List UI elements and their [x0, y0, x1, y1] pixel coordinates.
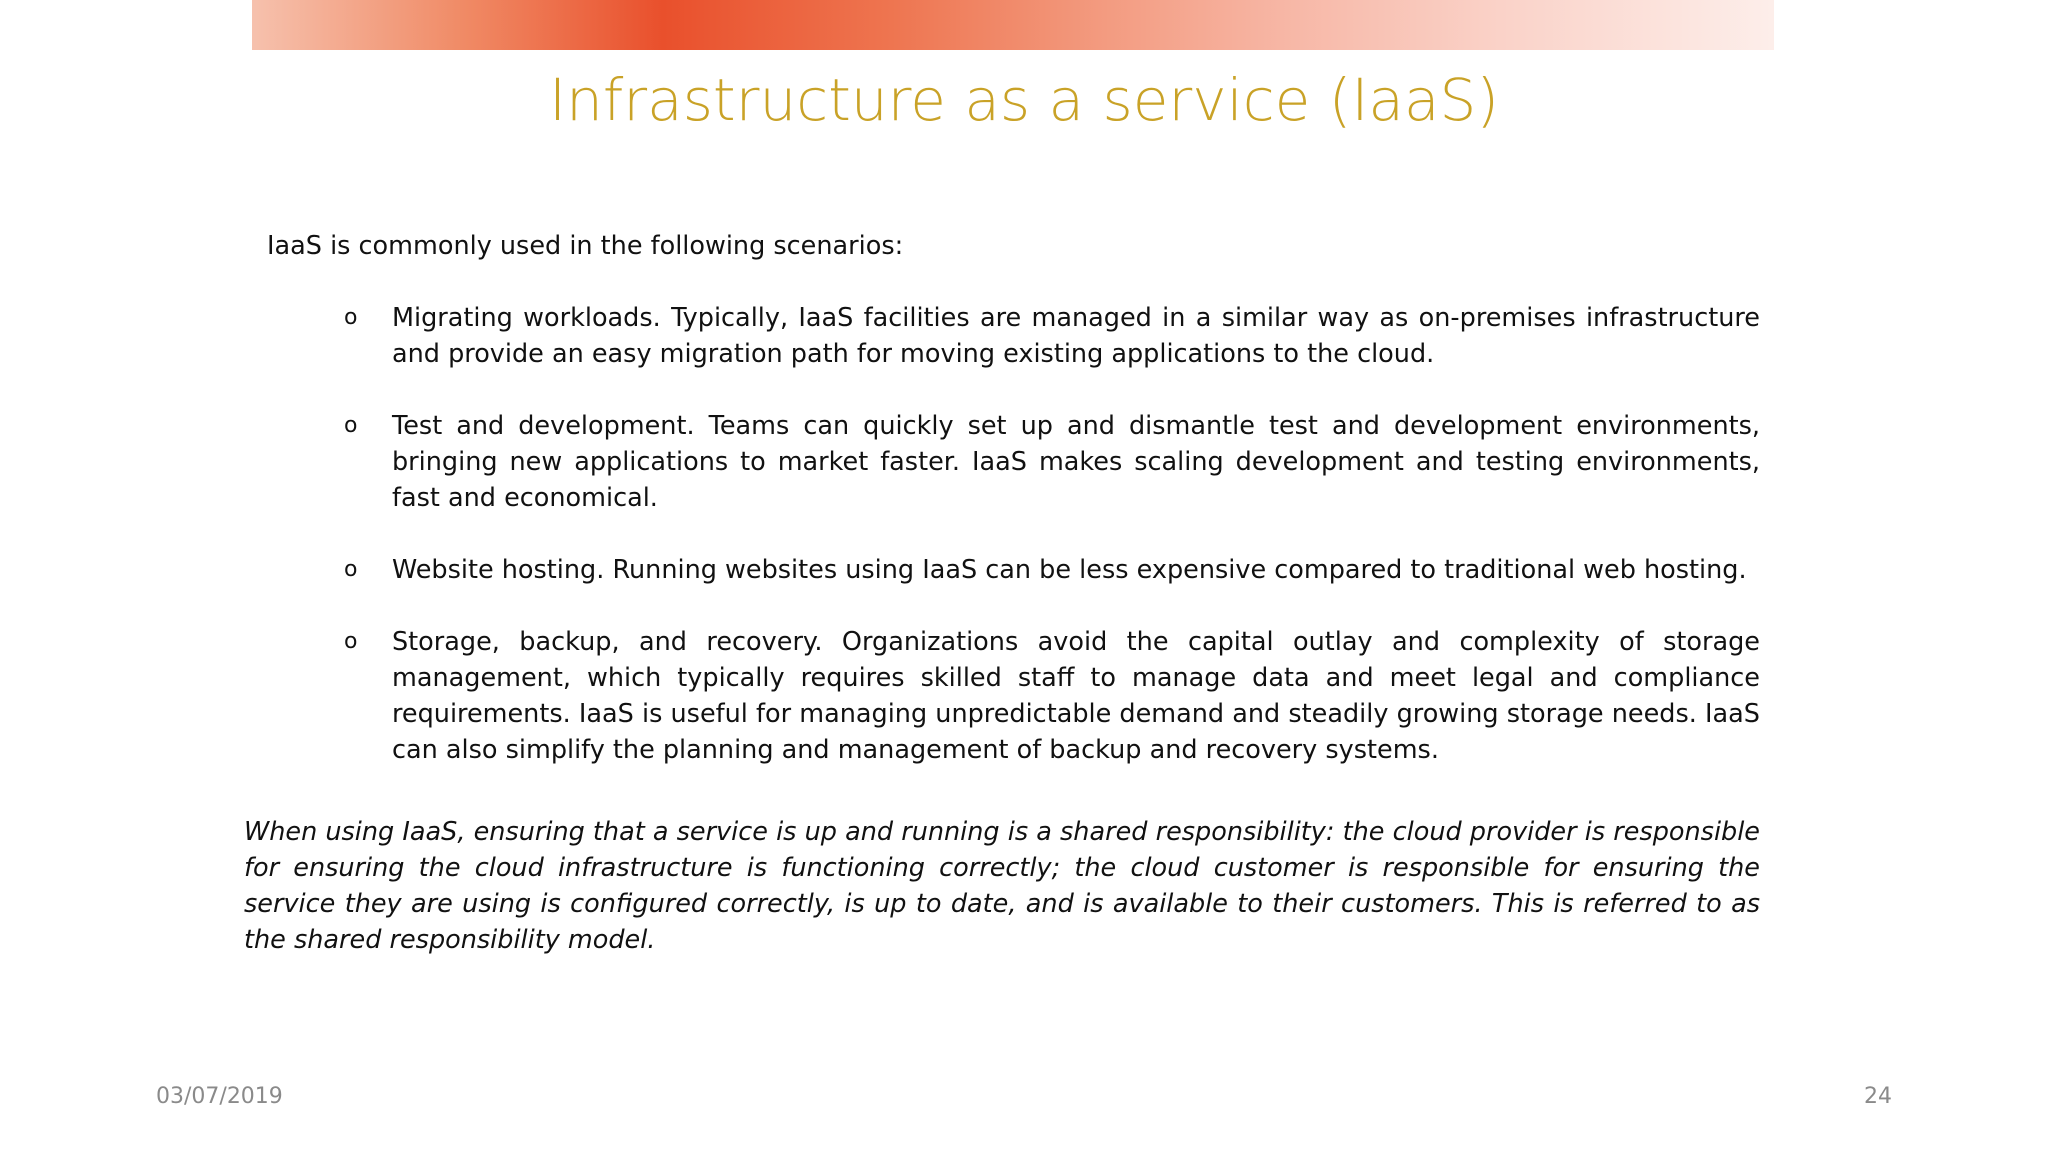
list-item [244, 552, 1760, 588]
bullet-text: Test and development. Teams can quickly set up and dismantle test and development environments, bringing new applications to market faster. IaaS makes scaling development and testing environments, fast and economical. [392, 411, 1760, 513]
bullet-text: Storage, backup, and recovery. Organizations avoid the capital outlay and complexity of storage management, which typically requires skilled staff to manage data and meet legal and compliance requirements. IaaS is useful for managing unpredictable demand and steadily growing storage needs. IaaS can also simplify the planning and management of backup and recovery systems. [392, 627, 1760, 765]
shared-responsibility-note: When using IaaS, ensuring that a service is up and running is a shared responsibility: the cloud provider is responsible for ensuring the cloud infrastructure is functioning correctly; the cloud customer is responsible for ensuring the service they are using is configured correctly, is up to date, and is available to their customers. This is referred to as the shared responsibility model. [244, 817, 1760, 955]
page-number: 24 [1864, 1084, 1892, 1109]
footer-date: 03/07/2019 [156, 1084, 283, 1109]
circle-bullet-icon: o [344, 305, 358, 330]
circle-bullet-icon: o [344, 557, 358, 582]
header-gradient-band [252, 0, 1774, 50]
circle-bullet-icon: o [344, 629, 358, 654]
circle-bullet-icon: o [344, 413, 358, 438]
list-item [244, 624, 1760, 768]
scenario-list [244, 300, 1760, 804]
list-item [244, 300, 1760, 372]
slide-title: Infrastructure as a service (IaaS) [549, 66, 1499, 134]
intro-text: IaaS is commonly used in the following scenarios: [267, 231, 904, 261]
bullet-text: Website hosting. Running websites using IaaS can be less expensive compared to traditional web hosting. [392, 555, 1747, 585]
bullet-text: Migrating workloads. Typically, IaaS facilities are managed in a similar way as on-premises infrastructure and provide an easy migration path for moving existing applications to the cloud. [392, 303, 1760, 369]
list-item [244, 408, 1760, 516]
